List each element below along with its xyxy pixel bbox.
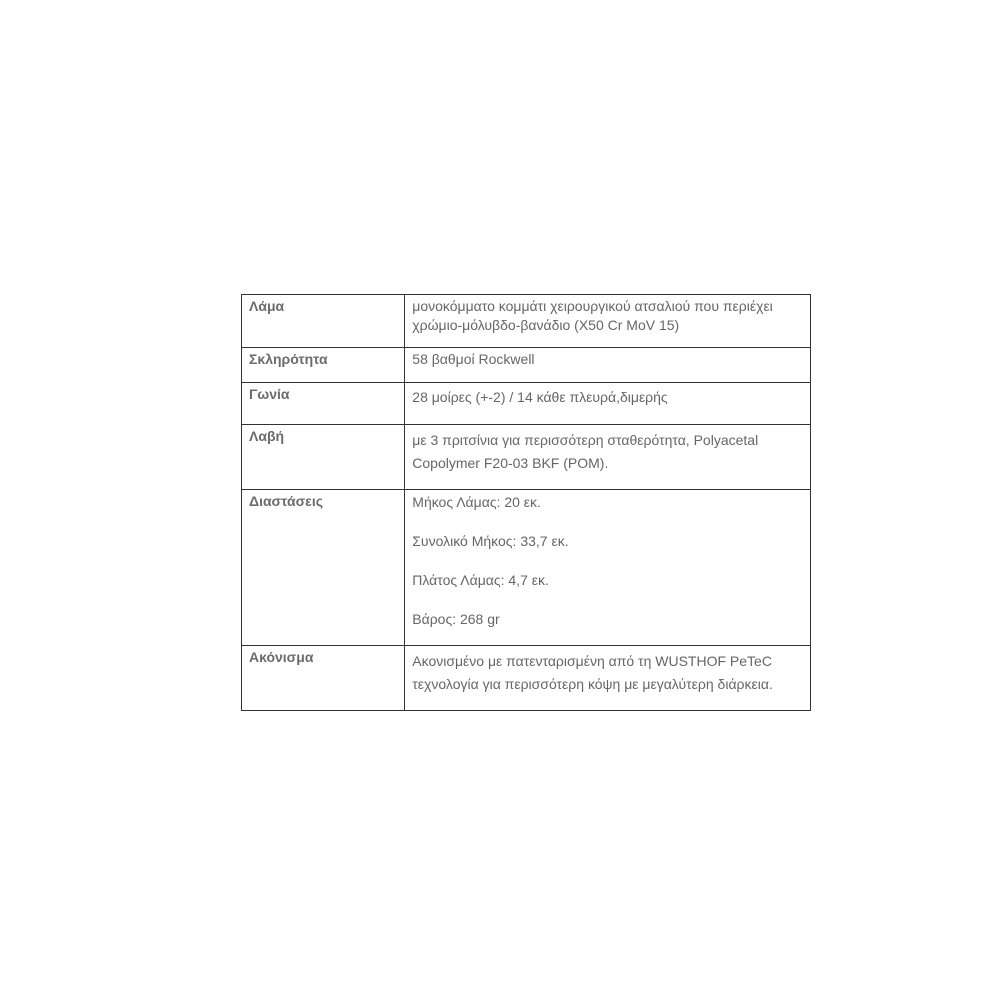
row-label: Ακόνισμα	[242, 646, 405, 711]
table-row	[242, 646, 811, 711]
row-value: με 3 πριτσίνια για περισσότερη σταθερότητα, Polyacetal Copolymer F20-03 BKF (POM).	[405, 425, 811, 490]
table-row	[242, 348, 811, 383]
row-value: 58 βαθμοί Rockwell	[405, 348, 811, 383]
row-label: Διαστάσεις	[242, 490, 405, 646]
row-value: Ακονισμένο με πατενταρισμένη από τη WUSTHOF PeTeC τεχνολογία για περισσότερη κόψη με μεγαλύτερη διάρκεια.	[405, 646, 811, 711]
table-row	[242, 295, 811, 348]
row-value	[405, 490, 811, 646]
table-row	[242, 383, 811, 425]
table-row	[242, 490, 811, 646]
weight-line: Βάρος: 268 gr	[412, 611, 500, 627]
row-label: Γωνία	[242, 383, 405, 425]
total-length-line: Συνολικό Μήκος: 33,7 εκ.	[412, 533, 569, 549]
blade-width-line: Πλάτος Λάμας: 4,7 εκ.	[412, 572, 549, 588]
row-value: μονοκόμματο κομμάτι χειρουργικού ατσαλιού που περιέχει χρώμιο-μόλυβδο-βανάδιο (X50 Cr MoV 15)	[405, 295, 811, 348]
row-label: Σκληρότητα	[242, 348, 405, 383]
specifications-table	[241, 294, 811, 711]
blade-length-line: Μήκος Λάμας: 20 εκ.	[412, 494, 541, 510]
table-row	[242, 425, 811, 490]
row-label: Λαβή	[242, 425, 405, 490]
row-value: 28 μοίρες (+-2) / 14 κάθε πλευρά,διμερής	[405, 383, 811, 425]
row-label: Λάμα	[242, 295, 405, 348]
